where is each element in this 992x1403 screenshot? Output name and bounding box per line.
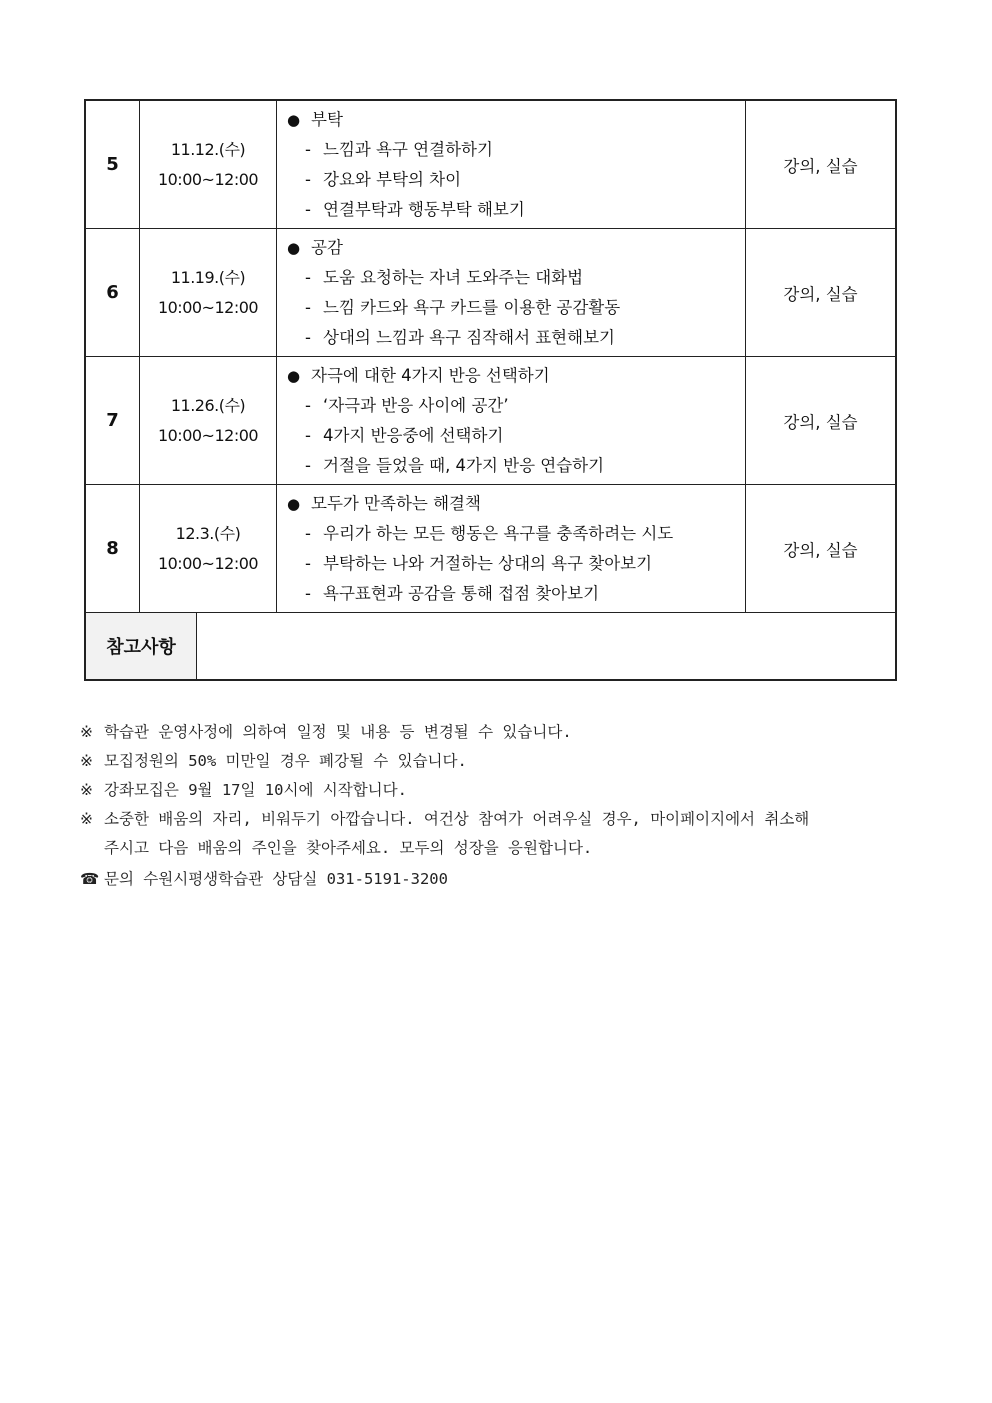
- topic-label: 자극에 대한 4가지 반응 선택하기: [311, 365, 550, 385]
- session-topic: [287, 361, 745, 391]
- notice-section: [80, 718, 920, 895]
- session-content: [277, 229, 746, 357]
- notice-item: ※ 모집정원의 50% 미만일 경우 폐강될 수 있습니다.: [80, 747, 920, 776]
- session-time: 10:00~12:00: [157, 169, 259, 189]
- session-row-7: [85, 357, 896, 485]
- session-number: 5: [85, 100, 140, 229]
- session-item: - 거절을 들었을 때, 4가지 반응 연습하기: [305, 455, 605, 475]
- session-row-6: [85, 229, 896, 357]
- session-item: - 4가지 반응중에 선택하기: [305, 425, 504, 445]
- contact-line: [80, 864, 920, 895]
- bullet-icon: ●: [287, 238, 301, 257]
- session-method: 강의, 실습: [746, 100, 897, 229]
- session-method: 강의, 실습: [746, 485, 897, 613]
- session-item: - 느낌과 욕구 연결하하기: [305, 139, 493, 159]
- session-content: [277, 100, 746, 229]
- session-item: - 부탁하는 나와 거절하는 상대의 욕구 찾아보기: [305, 553, 653, 573]
- session-topic: [287, 233, 745, 263]
- reference-row: [85, 613, 896, 681]
- session-topic: [287, 489, 745, 519]
- session-datetime: [140, 485, 277, 613]
- reference-mark-icon: ※: [80, 723, 93, 741]
- reference-value: [197, 613, 896, 679]
- reference-mark-icon: ※: [80, 781, 93, 799]
- schedule-table: [84, 99, 897, 681]
- session-date: 11.12.(수): [170, 139, 246, 159]
- session-number: 6: [85, 229, 140, 357]
- session-item: - 도움 요청하는 자녀 도와주는 대화법: [305, 267, 584, 287]
- bullet-icon: ●: [287, 366, 301, 385]
- phone-icon: ☎: [80, 870, 100, 888]
- session-datetime: [140, 229, 277, 357]
- reference-mark-icon: ※: [80, 810, 93, 828]
- notice-item: ※ 학습관 운영사정에 의하여 일정 및 내용 등 변경될 수 있습니다.: [80, 718, 920, 747]
- session-topic: [287, 105, 745, 135]
- session-item: - 욕구표현과 공감을 통해 접점 찾아보기: [305, 583, 600, 603]
- reference-label: 참고사항: [86, 613, 197, 679]
- session-item: - 느낌 카드와 욕구 카드를 이용한 공감활동: [305, 297, 621, 317]
- contact-text: 문의 수원시평생학습관 상담실 031-5191-3200: [104, 870, 448, 888]
- session-datetime: [140, 100, 277, 229]
- bullet-icon: ●: [287, 494, 301, 513]
- session-content: [277, 485, 746, 613]
- session-date: 11.26.(수): [170, 395, 246, 415]
- session-item: - 강요와 부탁의 차이: [305, 169, 462, 189]
- session-item: - 연결부탁과 행동부탁 해보기: [305, 199, 525, 219]
- session-time: 10:00~12:00: [157, 297, 259, 317]
- session-row-5: [85, 100, 896, 229]
- notice-item: ※ 강좌모집은 9월 17일 10시에 시작합니다.: [80, 776, 920, 805]
- session-date: 11.19.(수): [170, 267, 246, 287]
- topic-label: 모두가 만족하는 해결책: [311, 493, 481, 513]
- session-date: 12.3.(수): [175, 523, 241, 543]
- notice-item: ※ 소중한 배움의 자리, 비워두기 아깝습니다. 여건상 참여가 어려우실 경우, 마이페이지에서 취소해 주시고 다음 배움의 주인을 찾아주세요. 모두의 성장을 응원합니다.: [80, 805, 920, 863]
- session-time: 10:00~12:00: [157, 425, 259, 445]
- session-number: 8: [85, 485, 140, 613]
- session-item: - 상대의 느낌과 욕구 짐작해서 표현해보기: [305, 327, 615, 347]
- session-method: 강의, 실습: [746, 229, 897, 357]
- bullet-icon: ●: [287, 110, 301, 129]
- topic-label: 공감: [311, 237, 343, 257]
- session-row-8: [85, 485, 896, 613]
- session-time: 10:00~12:00: [157, 553, 259, 573]
- session-datetime: [140, 357, 277, 485]
- reference-mark-icon: ※: [80, 752, 93, 770]
- topic-label: 부탁: [311, 109, 343, 129]
- session-item: - ‘자극과 반응 사이에 공간’: [305, 395, 509, 415]
- session-content: [277, 357, 746, 485]
- session-item: - 우리가 하는 모든 행동은 욕구를 충족하려는 시도: [305, 523, 674, 543]
- session-number: 7: [85, 357, 140, 485]
- session-method: 강의, 실습: [746, 357, 897, 485]
